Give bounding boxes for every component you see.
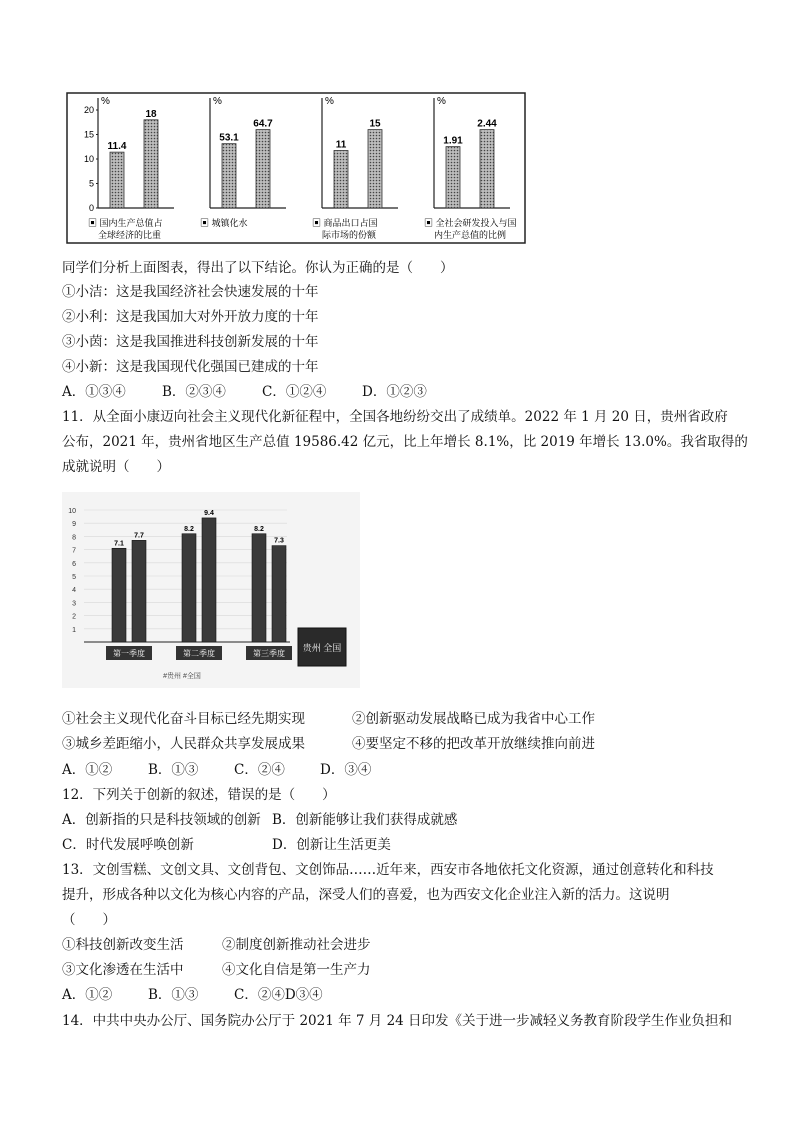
q11-ytick: 7 (72, 547, 76, 555)
top-ylabel-1: % (101, 96, 110, 107)
q11-option-b[interactable]: B．①③ (148, 762, 199, 778)
q13-stem-line-2: 提升，形成各种以文化为核心内容的产品，深受人们的喜爱，也为西安文化企业注入新的活力。这说明 (62, 887, 670, 903)
q10-statement-1: ①小洁：这是我国经济社会快速发展的十年 (62, 284, 319, 300)
q11-statement-1: ①社会主义现代化奋斗目标已经先期实现 (62, 711, 305, 727)
q11-ytick: 6 (72, 560, 76, 568)
q11-statement-3: ③城乡差距缩小，人民群众共享发展成果 (62, 736, 305, 752)
q13-stem-line-3: （ ） (62, 912, 116, 928)
q11-bar-全国 (202, 518, 216, 642)
q11-stem-line-2: 公布，2021 年，贵州省地区生产总值 19586.42 亿元，比上年增长 8.1%，比 2019 年增长 13.0%。我省取得的 (62, 434, 748, 450)
top-bar-label: 18 (145, 108, 157, 120)
q10-stem: 同学们分析上面图表，得出了以下结论。你认为正确的是（ ） (62, 260, 454, 276)
q11-statement-4: ④要坚定不移的把改革开放继续推向前进 (352, 736, 595, 752)
q11-bar-label: 8.2 (184, 525, 194, 533)
q11-bar-label: 7.3 (274, 537, 284, 545)
top-ytick: 10 (83, 154, 94, 164)
q11-bar-label: 7.1 (114, 540, 124, 548)
top-charts-figure (66, 92, 526, 244)
top-legend-line-2: 内生产总值的比例 (434, 230, 507, 240)
top-bar-label: 11.4 (107, 141, 127, 153)
top-bar (368, 130, 382, 208)
q11-bar-贵州 (252, 534, 266, 642)
top-legend-2 (200, 217, 248, 228)
q11-bar-贵州 (112, 548, 126, 642)
q13-statement-2: ②制度创新推动社会进步 (222, 937, 371, 953)
q13-options (62, 986, 323, 1004)
q12-option-c[interactable]: C．时代发展呼唤创新 (62, 837, 194, 853)
q11-statement-2: ②创新驱动发展战略已成为我省中心工作 (352, 711, 595, 727)
top-ytick: 15 (83, 129, 94, 140)
top-bar (110, 152, 124, 208)
q11-statements-row-2 (62, 735, 595, 753)
q10-option-d[interactable]: D．①②③ (362, 384, 427, 400)
q11-ytick: 1 (72, 626, 76, 634)
top-ytick: 5 (88, 178, 94, 189)
q11-stem-line-3: 成就说明（ ） (62, 459, 170, 475)
q12-options-row-1 (62, 811, 457, 829)
q12-option-b[interactable]: B．创新能够让我们获得成就感 (272, 812, 458, 828)
q13-statement-1: ①科技创新改变生活 (62, 937, 184, 953)
q10-options (62, 383, 427, 401)
q11-bar-贵州 (182, 534, 196, 642)
q13-option-c[interactable]: C．②④D③④ (234, 987, 323, 1003)
top-bar (480, 130, 494, 208)
top-charts-svg (66, 92, 526, 244)
top-bar-label: 53.1 (219, 132, 239, 144)
top-ytick: 20 (83, 105, 94, 115)
top-bar-label: 1.91 (443, 135, 463, 147)
top-legend-3 (312, 217, 378, 240)
q11-bar-label: 9.4 (204, 509, 214, 517)
top-bar-label: 2.44 (477, 118, 497, 130)
q11-ytick: 9 (72, 521, 76, 529)
q11-ytick: 4 (72, 587, 76, 595)
q11-option-c[interactable]: C．②④ (234, 762, 285, 778)
q11-option-a[interactable]: A．①② (62, 762, 113, 778)
top-bar (222, 144, 236, 208)
q13-option-b[interactable]: B．①③ (148, 987, 199, 1003)
top-bar-label: 11 (335, 139, 347, 151)
q11-statements-row-1 (62, 710, 595, 728)
q10-option-c[interactable]: C．①②④ (262, 384, 327, 400)
top-legend-line-1: ▣ 城镇化水 (200, 218, 248, 228)
q13-statement-4: ④文化自信是第一生产力 (222, 962, 371, 978)
q11-category-label: 第三季度 (253, 649, 285, 658)
q11-footer: #贵州 #全国 (163, 673, 201, 680)
top-bar (144, 120, 158, 208)
q10-statement-2: ②小利：这是我国加大对外开放力度的十年 (62, 309, 319, 325)
top-ytick: 0 (88, 203, 94, 213)
q11-category-label: 第二季度 (183, 649, 215, 658)
q11-option-d[interactable]: D．③④ (320, 762, 372, 778)
q11-ytick: 2 (72, 613, 76, 621)
q12-option-a[interactable]: A．创新指的只是科技领域的创新 (62, 812, 261, 828)
q13-statements-row-1 (62, 936, 371, 954)
top-bar-label: 64.7 (253, 118, 273, 130)
q11-chart-figure (62, 492, 360, 688)
top-bar (334, 151, 348, 208)
q10-statement-3: ③小茵：这是我国推进科技创新发展的十年 (62, 334, 319, 350)
q12-stem: 12．下列关于创新的叙述，错误的是（ ） (62, 787, 336, 803)
q12-option-d[interactable]: D．创新让生活更美 (272, 837, 391, 853)
top-legend-line-1: ▣ 商品出口占国 (312, 218, 378, 228)
q11-bar-全国 (132, 540, 146, 642)
top-legend-1 (88, 217, 163, 240)
q10-option-a[interactable]: A．①③④ (62, 384, 126, 400)
q10-option-b[interactable]: B．②③④ (162, 384, 226, 400)
q11-ytick: 8 (72, 534, 76, 542)
q11-options (62, 761, 371, 779)
q11-stem-line-1: 11．从全面小康迈向社会主义现代化新征程中，全国各地纷纷交出了成绩单。2022 年 1 月 20 日，贵州省政府 (62, 409, 728, 425)
top-bar (446, 147, 460, 208)
q11-chart-svg (62, 492, 360, 688)
q13-statement-3: ③文化渗透在生活中 (62, 962, 184, 978)
q13-option-a[interactable]: A．①② (62, 987, 113, 1003)
q11-legend-text: 贵州 全国 (302, 643, 342, 653)
top-legend-line-2: 际市场的份额 (322, 230, 377, 240)
q11-bar-label: 7.7 (134, 532, 144, 540)
q14-stem: 14．中共中央办公厅、国务院办公厅于 2021 年 7 月 24 日印发《关于进一步减轻义务教育阶段学生作业负担和 (62, 1013, 733, 1029)
top-bar-label: 15 (369, 118, 381, 130)
q13-stem-line-1: 13．文创雪糕、文创文具、文创背包、文创饰品……近年来，西安市各地依托文化资源，通过创意转化和科技 (62, 862, 714, 878)
q10-statement-4: ④小新：这是我国现代化强国已建成的十年 (62, 359, 319, 375)
top-ylabel-3: % (325, 96, 334, 107)
top-legend-line-1: ▣ 国内生产总值占 (88, 218, 163, 228)
q11-bar-label: 8.2 (254, 525, 264, 533)
q11-bar-全国 (272, 546, 286, 642)
top-bar (256, 130, 270, 208)
top-legend-line-1: ▣ 全社会研发投入与国 (424, 218, 517, 228)
q13-statements-row-2 (62, 961, 371, 979)
top-ylabel-4: % (437, 96, 446, 107)
q11-ytick: 3 (72, 600, 76, 608)
top-legend-line-2: 全球经济的比重 (98, 230, 162, 240)
q11-ytick: 5 (72, 574, 76, 581)
top-ylabel-2: % (213, 96, 222, 107)
q11-category-label: 第一季度 (113, 649, 145, 658)
q11-ytick: 10 (68, 508, 76, 515)
top-legend-4 (424, 217, 517, 240)
q12-options-row-2 (62, 836, 391, 854)
